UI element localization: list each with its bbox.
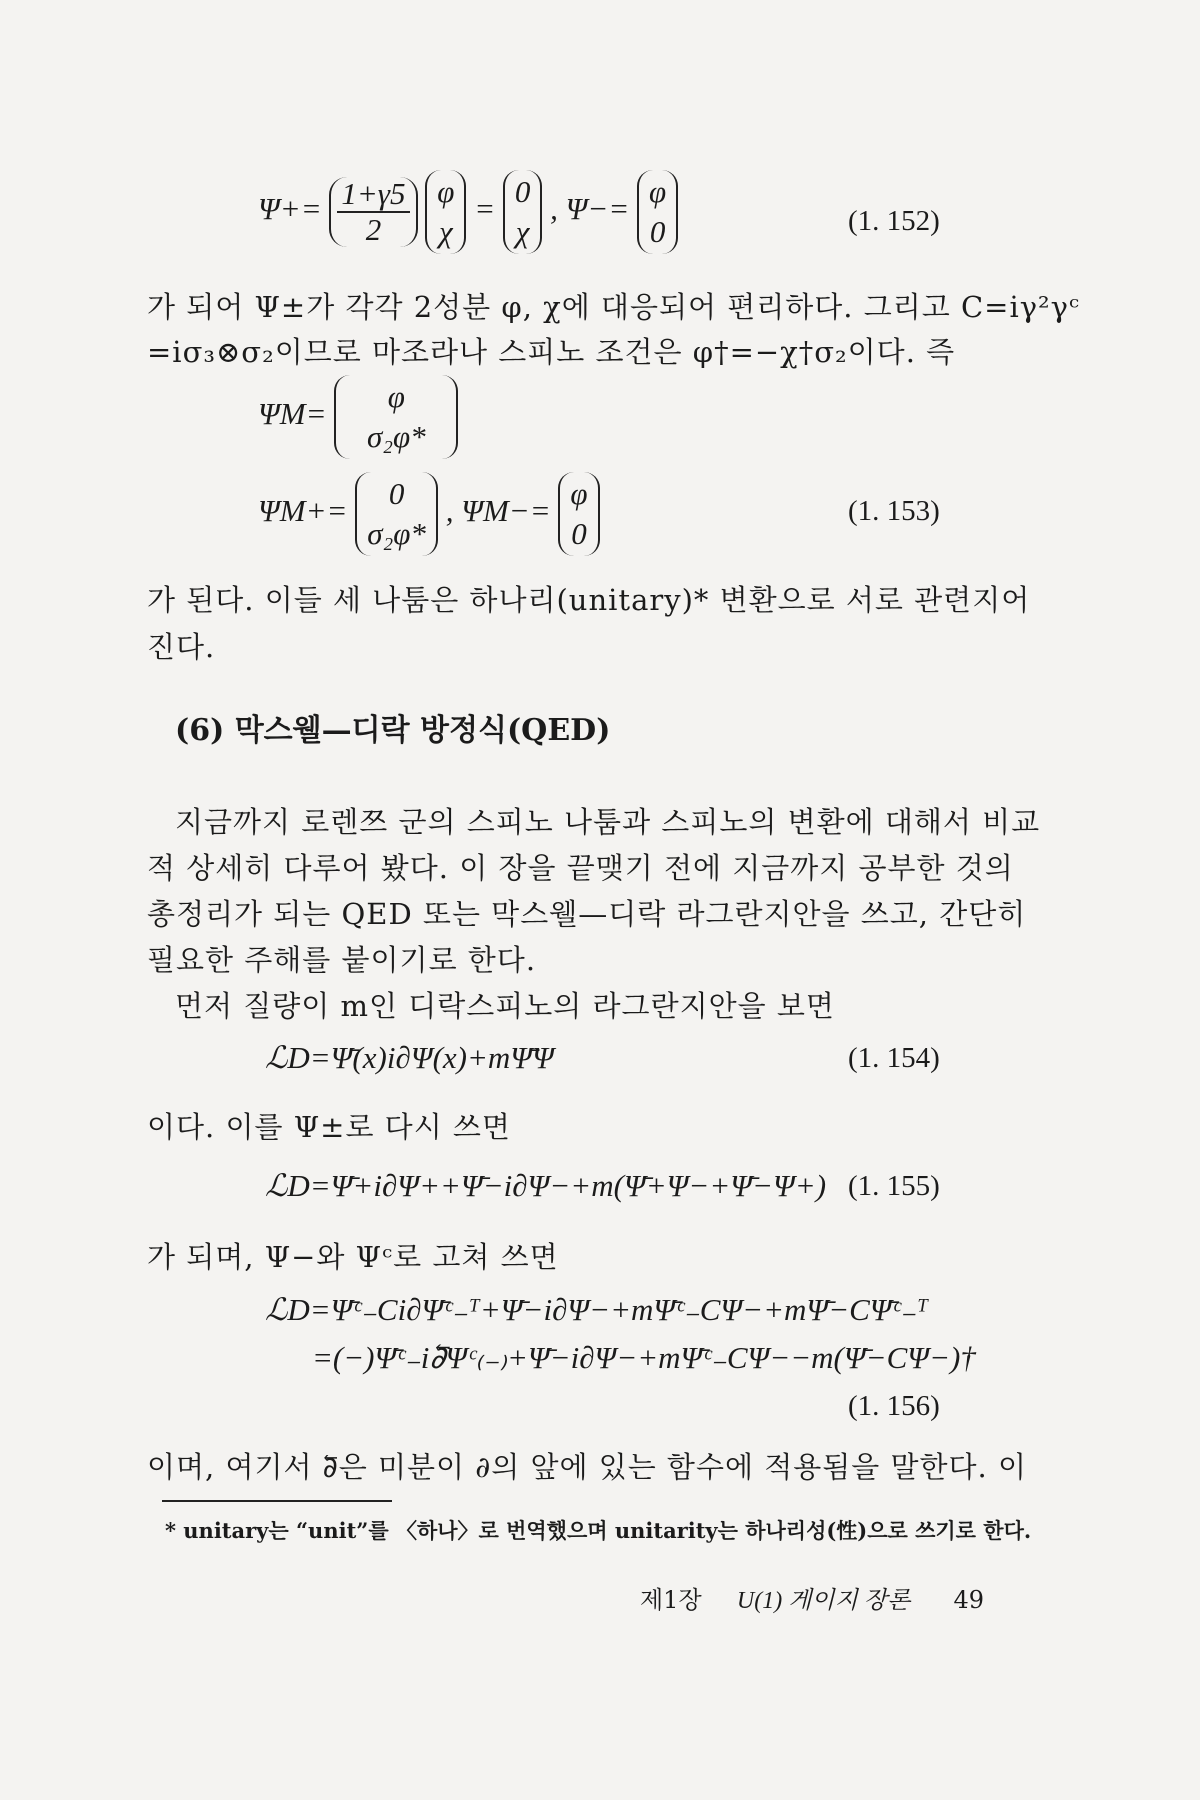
eq152-denominator: 2 (365, 212, 382, 247)
equation-1-156-line1: ℒD=Ψ̄ᶜ₋Ci∂Ψ̄ᶜ₋ᵀ+Ψ̄−i∂Ψ−+mΨ̄ᶜ₋CΨ−+mΨ̄−CΨ̄ᶜ₋ᵀ (265, 1292, 929, 1327)
para5-line1: 가 되며, Ψ−와 Ψᶜ로 고쳐 쓰면 (147, 1240, 559, 1274)
eq152-vec3-bottom: 0 (649, 214, 666, 249)
equation-1-155: ℒD=Ψ̄+i∂Ψ++Ψ̄−i∂Ψ−+m(Ψ̄+Ψ−+Ψ̄−Ψ+) (265, 1168, 827, 1203)
eq152-lhs2: Ψ−= (565, 191, 630, 227)
footnote-rule (162, 1500, 392, 1502)
eq152-vec1-bottom: χ (439, 214, 453, 249)
para3-line2: 적 상세히 다루어 봤다. 이 장을 끝맺기 전에 지금까지 공부한 것의 (147, 851, 1014, 885)
para6-line1: 이며, 여기서 ∂⃖은 미분이 ∂의 앞에 있는 함수에 적용됨을 말한다. 이 (147, 1450, 1027, 1484)
eq152-equals: = (474, 191, 496, 227)
footer-title: U(1) 게이지 장론 (736, 1588, 911, 1614)
eq153-vecmminus-top: φ (570, 476, 588, 511)
eq152-vector-1 (425, 170, 466, 254)
para3-line1: 지금까지 로렌쯔 군의 스피노 나툼과 스피노의 변환에 대해서 비교 (175, 805, 1041, 839)
eq153-vecmplus-top: 0 (388, 476, 405, 511)
eq153-lhs-m: ΨM= (258, 396, 327, 432)
para2-line1: 가 된다. 이들 세 나툼은 하나리(unitary)* 변환으로 서로 관련지어 (147, 583, 1031, 617)
eq152-fraction (337, 177, 409, 247)
equation-1-153-psi-m-pm (258, 472, 600, 556)
eq152-fraction-group (329, 177, 417, 247)
equation-number-1-152: (1. 152) (848, 205, 940, 237)
equation-number-1-156: (1. 156) (848, 1390, 940, 1422)
equation-number-1-154: (1. 154) (848, 1042, 940, 1074)
eq152-lhs: Ψ+= (258, 191, 322, 227)
eq152-vec1-top: φ (437, 174, 455, 209)
para3-line5: 먼저 질량이 m인 디락스피노의 라그란지안을 보면 (175, 989, 835, 1023)
eq153-lhs-mplus: ΨM+= (258, 493, 348, 529)
equation-1-156-line2: =(−)Ψ̄ᶜ₋i∂⃖Ψᶜ₍₋₎+Ψ̄−i∂Ψ−+mΨ̄ᶜ₋CΨ−−m(Ψ̄−CΨ−)† (312, 1340, 976, 1375)
eq153-vecmminus-bottom: 0 (571, 516, 587, 551)
eq152-comma: , (550, 191, 558, 227)
eq152-vec2-top: 0 (514, 174, 531, 209)
equation-1-152 (258, 170, 678, 254)
equation-1-153-psi-m (258, 375, 458, 459)
eq152-vec3-top: φ (649, 174, 667, 209)
eq153-vector-mplus (355, 472, 438, 556)
equation-1-154: ℒD=Ψ̄(x)i∂Ψ(x)+mΨ̄Ψ (265, 1040, 554, 1075)
eq152-vector-3 (637, 170, 678, 254)
eq153-vecm-top: φ (387, 379, 405, 414)
section-heading: (6) 막스웰—디락 방정식(QED) (175, 713, 611, 748)
para3-line3: 총정리가 되는 QED 또는 막스웰—디락 라그란지안을 쓰고, 간단히 (147, 897, 1027, 931)
para1-line1: 가 되어 Ψ±가 각각 2성분 φ, χ에 대응되어 편리하다. 그리고 C=iγ²γᶜ (147, 290, 1081, 324)
equation-number-1-155: (1. 155) (848, 1170, 940, 1202)
footer-chapter: 제1장 (640, 1586, 702, 1614)
equation-number-1-153: (1. 153) (848, 495, 940, 527)
para4-line1: 이다. 이를 Ψ±로 다시 쓰면 (147, 1110, 511, 1144)
eq153-lhs-mminus: ΨM−= (461, 493, 551, 529)
eq153-vecm-bottom: σ₂φ* (366, 419, 426, 454)
page-number: 49 (953, 1586, 984, 1614)
page-footer (640, 1580, 984, 1615)
para1-line2: =iσ₃⊗σ₂이므로 마조라나 스피노 조건은 φ†=−χ†σ₂이다. 즉 (147, 335, 956, 369)
eq153-comma: , (445, 493, 454, 529)
eq153-vecmplus-bottom: σ₂φ* (367, 516, 426, 551)
eq152-numerator: 1+γ5 (337, 177, 409, 213)
footnote: * unitary는 “unit”를 〈하나〉로 번역했으며 unitarity는 하나리성(性)으로 쓰기로 한다. (165, 1518, 1032, 1543)
para3-line4: 필요한 주해를 붙이기로 한다. (147, 943, 537, 977)
eq152-vector-2 (503, 170, 543, 254)
para2-line2: 진다. (147, 630, 216, 664)
eq153-vector-m (334, 375, 458, 459)
eq153-vector-mminus (558, 472, 599, 556)
eq152-vec2-bottom: χ (515, 214, 530, 249)
